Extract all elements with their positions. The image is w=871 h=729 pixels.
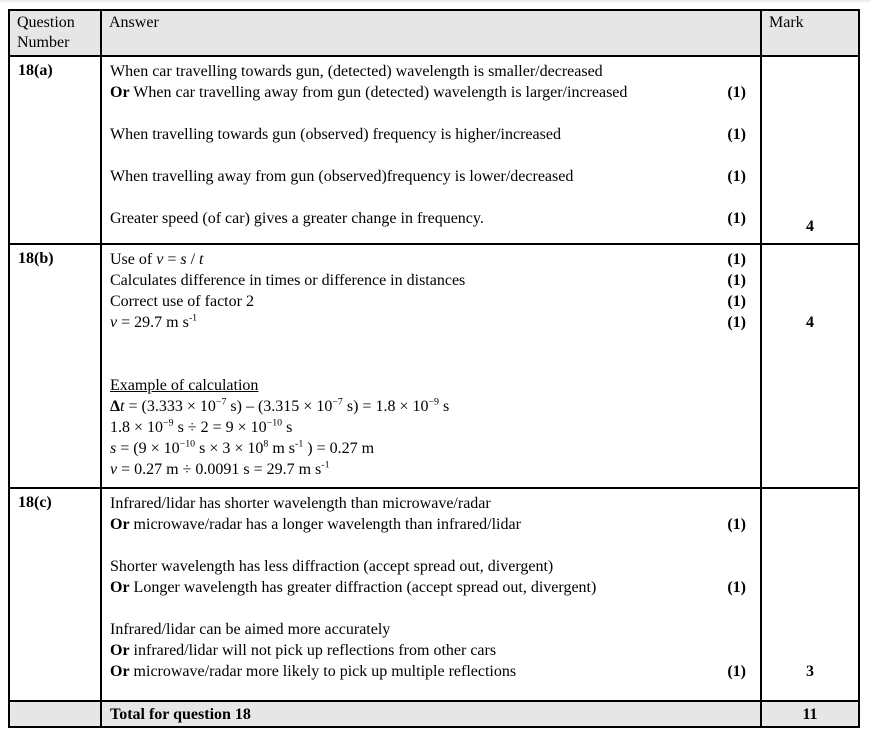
text-segment: = (3.333 × 10: [124, 398, 216, 415]
answer-line: [110, 556, 760, 577]
blank-line: [110, 103, 760, 124]
blank-line: [110, 598, 760, 619]
answer-line-text: [110, 166, 719, 187]
superscript-text: −10: [179, 438, 196, 450]
row-18c: [9, 488, 859, 701]
answer-line: [110, 312, 760, 333]
blank-line: [110, 333, 760, 354]
answer-line-text: [110, 577, 719, 598]
answer-line-text: [110, 375, 746, 396]
answer-line: [110, 82, 760, 103]
text-segment: v: [156, 251, 164, 268]
superscript-text: −10: [266, 417, 283, 429]
answer-line: [110, 514, 760, 535]
text-segment: s: [439, 398, 450, 415]
text-segment: s) – (3.315 × 10: [226, 398, 333, 415]
answer-line-text: [110, 82, 719, 103]
answer-line: [110, 459, 760, 480]
point-mark: (1): [727, 272, 746, 289]
answer-line: [110, 61, 760, 82]
text-segment: microwave/radar more likely to pick up multiple reflections: [129, 663, 517, 680]
answer-line-text: [110, 661, 719, 682]
text-segment: Example of calculation: [110, 377, 259, 394]
answer-line-text: [110, 417, 746, 438]
point-mark: (1): [727, 126, 746, 143]
blank-line: [110, 145, 760, 166]
text-segment: = 29.7 m s: [117, 314, 189, 331]
superscript-text: -1: [321, 459, 330, 471]
total-label: Total for question 18: [110, 705, 251, 723]
mark-cell-18b: [761, 244, 859, 488]
question-number-18b: 18(b): [18, 250, 54, 267]
superscript-text: −7: [332, 396, 343, 408]
text-segment: v: [110, 314, 118, 331]
row-18b: [9, 244, 859, 488]
mark-cell-18a: [761, 56, 859, 244]
answer-line: [110, 619, 760, 640]
question-number-18a: 18(a): [18, 62, 53, 79]
answer-line: [110, 640, 760, 661]
text-segment: When car travelling away from gun (detected) wavelength is larger/increased: [129, 84, 628, 101]
text-segment: Δ: [110, 398, 121, 415]
superscript-text: −9: [428, 396, 440, 408]
text-segment: Calculates difference in times or difference in distances: [110, 272, 466, 289]
text-segment: When car travelling towards gun, (detected) wavelength is smaller/decreased: [110, 63, 603, 80]
answer-line-text: [110, 493, 746, 514]
answer-line-text: [110, 396, 746, 417]
text-segment: v: [110, 461, 118, 478]
text-segment: 1.8 × 10: [110, 419, 164, 436]
header-question-number: Question Number: [9, 10, 101, 56]
point-mark: (1): [727, 293, 746, 310]
text-segment: Correct use of factor 2: [110, 293, 254, 310]
answer-line: [110, 124, 760, 145]
answer-line: [110, 493, 760, 514]
text-segment: s: [110, 440, 117, 457]
question-number-cell: [9, 56, 101, 244]
blank-line: [110, 535, 760, 556]
blank-line: [110, 354, 760, 375]
text-segment: Infrared/lidar can be aimed more accurately: [110, 621, 391, 638]
answer-line: [110, 661, 760, 682]
mark-value-18a: 4: [806, 218, 814, 235]
superscript-text: −9: [163, 417, 174, 429]
text-segment: s: [180, 251, 187, 268]
blank-line: [110, 187, 760, 208]
text-segment: Use of: [110, 251, 157, 268]
answer-line-text: [110, 208, 719, 229]
total-mark-cell: [761, 701, 859, 727]
text-segment: = (9 × 10: [116, 440, 180, 457]
mark-value-18b: 4: [806, 314, 814, 331]
answer-line-text: [110, 249, 719, 270]
answer-line: [110, 577, 760, 598]
answer-line-text: [110, 124, 719, 145]
header-mark: Mark: [761, 10, 859, 56]
answer-line-text: [110, 619, 746, 640]
text-segment: s) = 1.8 × 10: [342, 398, 429, 415]
text-segment: t: [199, 251, 204, 268]
text-segment: s ÷ 2 = 9 × 10: [173, 419, 267, 436]
superscript-text: -1: [295, 438, 304, 450]
text-segment: = 0.27 m ÷ 0.0091 s = 29.7 m s: [117, 461, 322, 478]
text-segment: t: [120, 398, 125, 415]
superscript-text: 8: [263, 438, 269, 450]
answer-line-text: [110, 291, 719, 312]
superscript-text: -1: [188, 312, 198, 324]
row-18a: [9, 56, 859, 244]
answer-line-text: [110, 312, 719, 333]
text-segment: Or: [110, 579, 130, 596]
mark-cell-18c: [761, 488, 859, 701]
text-segment: infrared/lidar will not pick up reflections from other cars: [129, 642, 497, 659]
text-segment: s × 3 × 10: [195, 440, 264, 457]
text-segment: Infrared/lidar has shorter wavelength than microwave/radar: [110, 495, 491, 512]
total-row: [9, 701, 859, 727]
mark-scheme-table: [8, 9, 860, 728]
answer-line-text: [110, 640, 746, 661]
question-number-cell: [9, 244, 101, 488]
total-mark-value: 11: [802, 705, 818, 723]
answer-line: [110, 291, 760, 312]
text-segment: Shorter wavelength has less diffraction (accept spread out, divergent): [110, 558, 554, 575]
total-question-cell: [9, 701, 101, 727]
point-mark: (1): [727, 314, 746, 331]
text-segment: Greater speed (of car) gives a greater change in frequency.: [110, 210, 484, 227]
question-number-18c: 18(c): [18, 494, 52, 511]
answer-line-text: [110, 438, 746, 459]
point-mark: (1): [727, 663, 746, 680]
text-segment: Longer wavelength has greater diffraction (accept spread out, divergent): [129, 579, 597, 596]
answer-cell-18a: [101, 56, 761, 244]
text-segment: /: [186, 251, 200, 268]
text-segment: Or: [110, 84, 130, 101]
point-mark: (1): [727, 84, 746, 101]
answer-line-text: [110, 459, 746, 480]
text-segment: Or: [110, 516, 130, 533]
text-segment: Or: [110, 663, 130, 680]
point-mark: (1): [727, 210, 746, 227]
text-segment: =: [163, 251, 181, 268]
text-segment: Or: [110, 642, 130, 659]
point-mark: (1): [727, 251, 746, 268]
answer-line: [110, 166, 760, 187]
answer-cell-18b: [101, 244, 761, 488]
point-mark: (1): [727, 579, 746, 596]
header-answer: Answer: [101, 10, 761, 56]
answer-line: [110, 270, 760, 291]
answer-line-text: [110, 270, 719, 291]
text-segment: When travelling away from gun (observed)frequency is lower/decreased: [110, 168, 574, 185]
answer-line: [110, 438, 760, 459]
answer-line-text: [110, 556, 746, 577]
text-segment: microwave/radar has a longer wavelength than infrared/lidar: [129, 516, 521, 533]
text-segment: ) = 0.27 m: [303, 440, 375, 457]
total-label-cell: [101, 701, 761, 727]
answer-cell-18c: [101, 488, 761, 701]
answer-line-text: [110, 514, 719, 535]
mark-value-18c: 3: [806, 663, 814, 680]
text-segment: When travelling towards gun (observed) frequency is higher/increased: [110, 126, 561, 143]
text-segment: s: [282, 419, 293, 436]
answer-line: [110, 396, 760, 417]
answer-line: [110, 375, 760, 396]
question-number-cell: [9, 488, 101, 701]
text-segment: m s: [268, 440, 296, 457]
page-top-edge: [0, 0, 871, 2]
point-mark: (1): [727, 516, 746, 533]
answer-line: [110, 249, 760, 270]
answer-line: [110, 208, 760, 229]
header-row: [9, 10, 859, 56]
point-mark: (1): [727, 168, 746, 185]
superscript-text: −7: [215, 396, 227, 408]
answer-line-text: [110, 61, 746, 82]
answer-line: [110, 417, 760, 438]
